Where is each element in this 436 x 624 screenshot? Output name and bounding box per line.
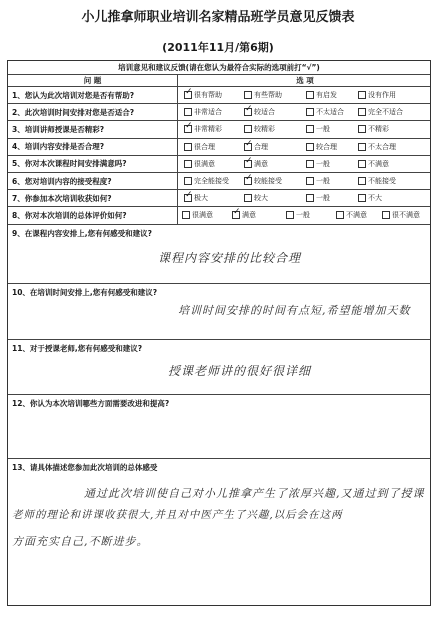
option-group bbox=[178, 190, 432, 206]
question-label: 5、你对本次课程时间安排满意吗? bbox=[8, 156, 178, 172]
checkbox[interactable] bbox=[306, 143, 314, 151]
option-label: 有些帮助 bbox=[254, 91, 282, 100]
handwritten-answer: 培训时间安排的时间有点短,希望能增加天数 bbox=[178, 303, 411, 317]
question-label: 8、你对本次培训的总体评价如何? bbox=[8, 207, 178, 223]
option-label: 满意 bbox=[242, 211, 256, 220]
checkbox[interactable] bbox=[382, 211, 390, 219]
checkbox[interactable] bbox=[358, 177, 366, 185]
option-item[interactable] bbox=[306, 139, 337, 155]
option-item[interactable] bbox=[306, 121, 330, 137]
option-group bbox=[178, 121, 432, 137]
checked-checkbox[interactable] bbox=[232, 211, 240, 219]
checkbox[interactable] bbox=[184, 143, 192, 151]
option-label: 不太合理 bbox=[368, 142, 396, 151]
option-group bbox=[178, 173, 432, 189]
checkbox[interactable] bbox=[306, 125, 314, 133]
table-row bbox=[8, 156, 430, 173]
option-item[interactable] bbox=[184, 173, 229, 189]
question-label: 7、你参加本次培训收获如何? bbox=[8, 190, 178, 206]
checkbox[interactable] bbox=[336, 211, 344, 219]
open-question-label: 10、在培训时间安排上,您有何感受和建议? bbox=[12, 287, 158, 297]
option-label: 较能接受 bbox=[254, 177, 282, 186]
option-item[interactable] bbox=[306, 173, 330, 189]
open-question-block bbox=[8, 340, 430, 395]
handwritten-answer: 课程内容安排的比较合理 bbox=[158, 250, 302, 265]
option-label: 较大 bbox=[254, 194, 268, 203]
open-question-block bbox=[8, 395, 430, 459]
table-row bbox=[8, 121, 430, 138]
option-item[interactable] bbox=[358, 104, 403, 120]
checkbox[interactable] bbox=[244, 194, 252, 202]
option-item[interactable] bbox=[306, 104, 344, 120]
option-label: 不太适合 bbox=[316, 108, 344, 117]
option-label: 很满意 bbox=[192, 211, 213, 220]
table-row bbox=[8, 87, 430, 104]
checkbox[interactable] bbox=[306, 160, 314, 168]
open-question-label: 9、在课程内容安排上,您有何感受和建议? bbox=[12, 228, 152, 238]
table-row bbox=[8, 104, 430, 121]
option-label: 极大 bbox=[194, 194, 208, 203]
checked-checkbox[interactable] bbox=[184, 125, 192, 133]
option-item[interactable] bbox=[244, 139, 268, 155]
option-item[interactable] bbox=[244, 173, 282, 189]
checkbox[interactable] bbox=[306, 194, 314, 202]
option-item[interactable] bbox=[244, 87, 282, 103]
table-row bbox=[8, 207, 430, 224]
option-item[interactable] bbox=[306, 87, 337, 103]
option-item[interactable] bbox=[184, 156, 215, 172]
option-label: 很有帮助 bbox=[194, 91, 222, 100]
feedback-form bbox=[7, 60, 431, 606]
checked-checkbox[interactable] bbox=[184, 91, 192, 99]
option-item[interactable] bbox=[306, 156, 330, 172]
table-row bbox=[8, 173, 430, 190]
option-group bbox=[178, 87, 432, 103]
option-label: 不能接受 bbox=[368, 177, 396, 186]
option-label: 不满意 bbox=[346, 211, 367, 220]
open-question-block bbox=[8, 459, 430, 624]
column-header-options: 选 项 bbox=[296, 76, 314, 85]
checkbox[interactable] bbox=[358, 143, 366, 151]
option-label: 满意 bbox=[254, 159, 268, 168]
open-question-label: 13、请具体描述您参加此次培训的总体感受 bbox=[12, 462, 158, 472]
option-item[interactable] bbox=[336, 207, 367, 223]
open-question-label: 12、你认为本次培训哪些方面需要改进和提高? bbox=[12, 398, 170, 408]
open-question-label: 11、对于授课老师,您有何感受和建议? bbox=[12, 343, 143, 353]
option-group bbox=[178, 104, 432, 120]
option-label: 很满意 bbox=[194, 159, 215, 168]
option-label: 完全能接受 bbox=[194, 177, 229, 186]
option-label: 非常精彩 bbox=[194, 125, 222, 134]
table-header bbox=[8, 75, 430, 87]
form-subtitle: (2011年11月/第6期) bbox=[162, 41, 274, 54]
question-label: 3、培训讲师授课是否精彩? bbox=[8, 121, 178, 137]
option-item[interactable] bbox=[184, 104, 222, 120]
instruction-row bbox=[8, 61, 430, 75]
option-label: 一般 bbox=[316, 177, 330, 186]
checked-checkbox[interactable] bbox=[244, 143, 252, 151]
option-group bbox=[178, 207, 432, 223]
option-label: 较合理 bbox=[316, 142, 337, 151]
checkbox[interactable] bbox=[358, 125, 366, 133]
option-item[interactable] bbox=[244, 104, 275, 120]
checkbox[interactable] bbox=[306, 177, 314, 185]
checkbox[interactable] bbox=[182, 211, 190, 219]
option-item[interactable] bbox=[358, 173, 396, 189]
option-label: 一般 bbox=[316, 159, 330, 168]
checkbox[interactable] bbox=[244, 91, 252, 99]
checkbox[interactable] bbox=[244, 125, 252, 133]
table-row bbox=[8, 190, 430, 207]
option-item[interactable] bbox=[232, 207, 256, 223]
checked-checkbox[interactable] bbox=[244, 108, 252, 116]
option-label: 较适合 bbox=[254, 108, 275, 117]
checkbox[interactable] bbox=[306, 108, 314, 116]
option-label: 很不满意 bbox=[392, 211, 420, 220]
option-label: 有启发 bbox=[316, 91, 337, 100]
option-label: 一般 bbox=[296, 211, 310, 220]
option-label: 没有作用 bbox=[368, 91, 396, 100]
option-label: 很合理 bbox=[194, 142, 215, 151]
checkbox[interactable] bbox=[358, 160, 366, 168]
option-item[interactable] bbox=[382, 207, 420, 223]
checkbox[interactable] bbox=[358, 91, 366, 99]
option-label: 较精彩 bbox=[254, 125, 275, 134]
option-item[interactable] bbox=[244, 121, 275, 137]
option-item[interactable] bbox=[358, 87, 396, 103]
checkbox[interactable] bbox=[286, 211, 294, 219]
handwritten-answer: 方面充实自己,不断进步。 bbox=[12, 534, 149, 548]
checkbox[interactable] bbox=[184, 108, 192, 116]
option-label: 不精彩 bbox=[368, 125, 389, 134]
option-group bbox=[178, 139, 432, 155]
option-label: 一般 bbox=[316, 194, 330, 203]
option-item[interactable] bbox=[184, 139, 215, 155]
open-question-block bbox=[8, 225, 430, 284]
option-item[interactable] bbox=[182, 207, 213, 223]
handwritten-answer: 老师的理论和讲课收获很大,并且对中医产生了兴趣,以后会在这两 bbox=[12, 508, 343, 521]
handwritten-answer: 授课老师讲的很好很详细 bbox=[168, 363, 312, 378]
option-item[interactable] bbox=[358, 156, 389, 172]
checkbox[interactable] bbox=[306, 91, 314, 99]
checked-checkbox[interactable] bbox=[244, 160, 252, 168]
option-label: 不大 bbox=[368, 194, 382, 203]
checkbox[interactable] bbox=[358, 194, 366, 202]
option-item[interactable] bbox=[184, 121, 222, 137]
handwritten-answer: 通过此次培训使自己对小儿推拿产生了浓厚兴趣,又通过到了授课 bbox=[84, 486, 425, 500]
checked-checkbox[interactable] bbox=[184, 194, 192, 202]
option-label: 完全不适合 bbox=[368, 108, 403, 117]
column-header-question: 问 题 bbox=[8, 75, 178, 86]
option-label: 不满意 bbox=[368, 159, 389, 168]
option-item[interactable] bbox=[358, 139, 396, 155]
option-item[interactable] bbox=[184, 87, 222, 103]
table-row bbox=[8, 139, 430, 156]
question-label: 1、您认为此次培训对您是否有帮助? bbox=[8, 87, 178, 103]
option-item[interactable] bbox=[286, 207, 310, 223]
form-title: 小儿推拿师职业培训名家精品班学员意见反馈表 bbox=[81, 10, 355, 25]
option-label: 非常适合 bbox=[194, 108, 222, 117]
question-label: 2、此次培训时间安排对您是否适合? bbox=[8, 104, 178, 120]
option-group bbox=[178, 156, 432, 172]
question-label: 4、培训内容安排是否合理? bbox=[8, 139, 178, 155]
checked-checkbox[interactable] bbox=[244, 177, 252, 185]
instruction-text: 培训意见和建议反馈(请在您认为最符合实际的选项前打“√”) bbox=[118, 63, 320, 72]
checkbox[interactable] bbox=[184, 177, 192, 185]
option-item[interactable] bbox=[358, 190, 382, 206]
option-item[interactable] bbox=[184, 190, 208, 206]
option-item[interactable] bbox=[306, 190, 330, 206]
option-item[interactable] bbox=[358, 121, 389, 137]
checkbox[interactable] bbox=[184, 160, 192, 168]
option-label: 合理 bbox=[254, 142, 268, 151]
option-item[interactable] bbox=[244, 190, 268, 206]
open-question-block bbox=[8, 284, 430, 340]
question-label: 6、您对培训内容的接受程度? bbox=[8, 173, 178, 189]
checkbox[interactable] bbox=[358, 108, 366, 116]
option-label: 一般 bbox=[316, 125, 330, 134]
option-item[interactable] bbox=[244, 156, 268, 172]
